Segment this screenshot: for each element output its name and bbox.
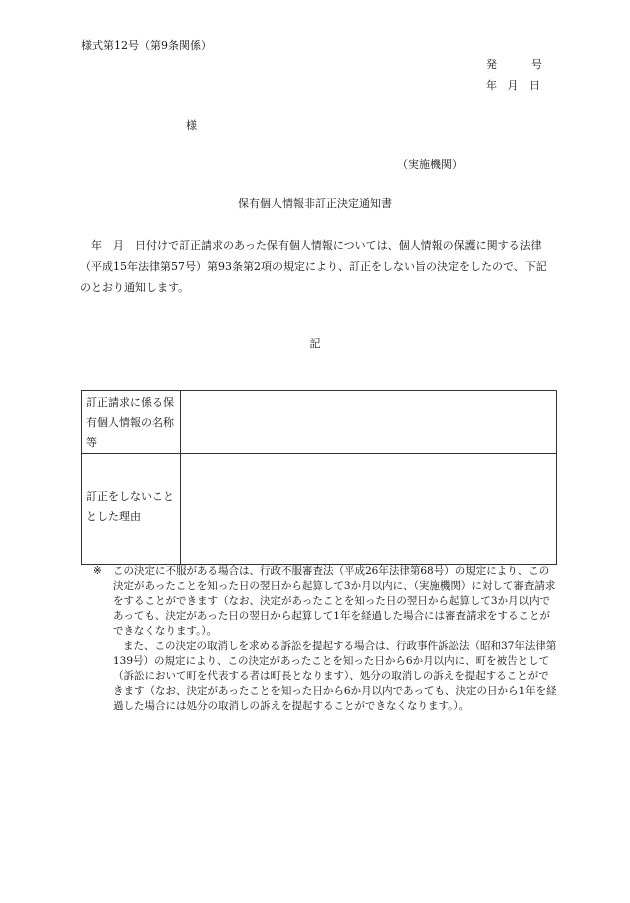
notes-section bbox=[93, 564, 557, 714]
document-title: 保有個人情報非訂正決定通知書 bbox=[238, 197, 392, 210]
agency-name: （実施機関） bbox=[397, 158, 463, 171]
ki-heading: 記 bbox=[309, 337, 321, 350]
label-cell bbox=[82, 454, 181, 565]
reason-value-cell[interactable] bbox=[181, 454, 557, 565]
number-label: 号 bbox=[531, 58, 542, 71]
note-paragraph-lawsuit: また、この決定の取消しを求める訴訟を提起する場合は、行政事件訴訟法（昭和37年法律第139号）の規定により、この決定があったことを知った日から6か月以内に、町を被告として（訴訟において町を代表する者は町長となります）、処分の取消しの訴えを提起することができます（なお、決定があったことを知った日から6か月以内であっても、決定の日から1年を経過した場合には処分の取消しの訴えを提起することができなくなります。）。 bbox=[113, 640, 557, 712]
note-paragraph-appeal: この決定に不服がある場合は、行政不服審査法（平成26年法律第68号）の規定により、この決定があったことを知った日の翌日から起算して3か月以内に、（実施機関）に対して審査請求をすることができます（なお、決定があったことを知った日の翌日から起算して3か月以内であっても、決定があった日の翌日から起算して1年を経過した場合には審査請求をすることができなくなります。）。 bbox=[113, 565, 556, 637]
recipient-suffix: 様 bbox=[186, 119, 197, 132]
detail-table bbox=[81, 390, 557, 565]
reason-label: 訂正をしないこととした理由 bbox=[86, 490, 174, 523]
month-label: 月 bbox=[507, 79, 519, 92]
table-row bbox=[82, 391, 557, 454]
table-row bbox=[82, 454, 557, 565]
issue-number-line bbox=[486, 56, 542, 72]
note-mark: ※ bbox=[93, 565, 102, 577]
year-label: 年 bbox=[486, 79, 497, 92]
label-cell bbox=[82, 391, 181, 454]
info-name-label: 訂正請求に係る保有個人情報の名称等 bbox=[86, 396, 174, 449]
day-label: 日 bbox=[529, 79, 540, 92]
form-number: 様式第12号（第9条関係） bbox=[81, 39, 212, 52]
issue-label: 発 bbox=[486, 58, 497, 71]
body-paragraph: 年 月 日付けで訂正請求のあった保有個人情報については、個人情報の保護に関する法律（平成15年法律第57号）第93条第2項の規定により、訂正をしない旨の決定をしたので、下記のとおり通知します。 bbox=[80, 239, 547, 294]
issue-date-line bbox=[486, 77, 540, 93]
info-name-value-cell[interactable] bbox=[181, 391, 557, 454]
